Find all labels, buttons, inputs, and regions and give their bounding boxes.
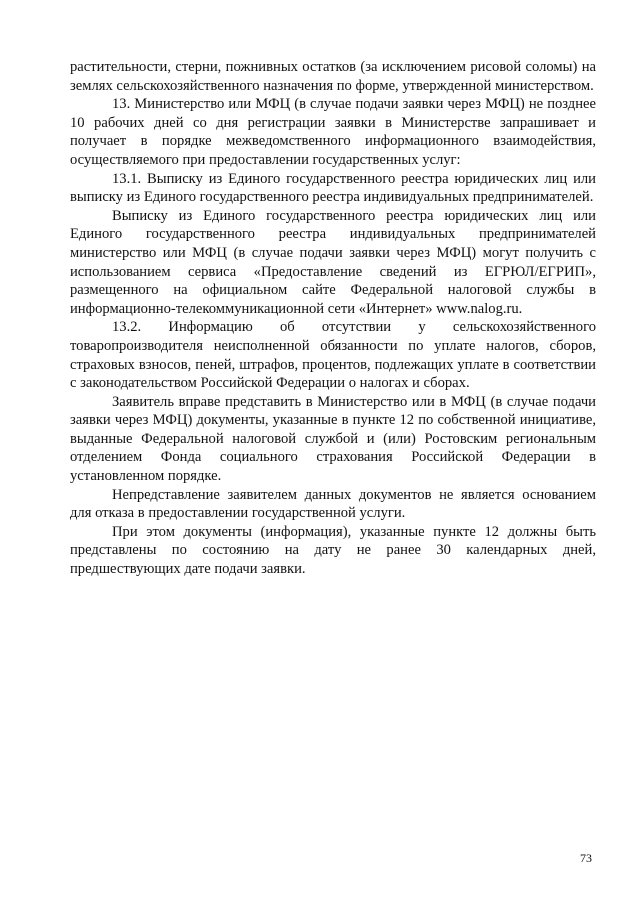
paragraph-document-date: При этом документы (информация), указанные пункте 12 должны быть представлены по состоянию на дату не ранее 30 календарных дней, предшествующих дате подачи заявки. [70,523,596,578]
paragraph-egrul-service: Выписку из Единого государственного реестра юридических лиц или Единого государственного реестра индивидуальных предпринимателей министерство или МФЦ (в случае подачи заявки через МФЦ) могут получить с использованием сервиса «Предоставление сведений из ЕГРЮЛ/ЕГРИП», размещенного на официальном сайте Федеральной налоговой службы в информационно-телекоммуникационной сети «Интернет» www.nalog.ru. [70,207,596,317]
paragraph-item-13-1: 13.1. Выписку из Единого государственного реестра юридических лиц или выписку из Единого государственного реестра индивидуальных предпринимателей. [70,170,596,206]
paragraph-item-13: 13. Министерство или МФЦ (в случае подачи заявки через МФЦ) не позднее 10 рабочих дней со дня регистрации заявки в Министерстве запрашивает и получает в порядке межведомственного информационного взаимодействия, осуществляемого при предоставлении государственных услуг: [70,96,596,168]
paragraph-applicant-right: Заявитель вправе представить в Министерство или в МФЦ (в случае подачи заявки через МФЦ) документы, указанные в пункте 12 по собственной инициативе, выданные Федеральной налоговой службой и (или) Ростовским региональным отделением Фонда социального страхования Российской Федерации в установленном порядке. [70,393,596,485]
paragraph-non-submission: Непредставление заявителем данных документов не является основанием для отказа в предоставлении государственной услуги. [70,486,596,522]
paragraph-item-13-2: 13.2. Информацию об отсутствии у сельскохозяйственного товаропроизводителя неисполненной обязанности по уплате налогов, сборов, страховых взносов, пеней, штрафов, процентов, подлежащих уплате в соответствии с законодательством Российской Федерации о налогах и сборах. [70,319,596,392]
document-body [70,58,596,579]
paragraph-continuation: растительности, стерни, пожнивных остатков (за исключением рисовой соломы) на землях сельскохозяйственного назначения по форме, утвержденной министерством. [70,59,596,94]
page-number: 73 [580,851,592,865]
